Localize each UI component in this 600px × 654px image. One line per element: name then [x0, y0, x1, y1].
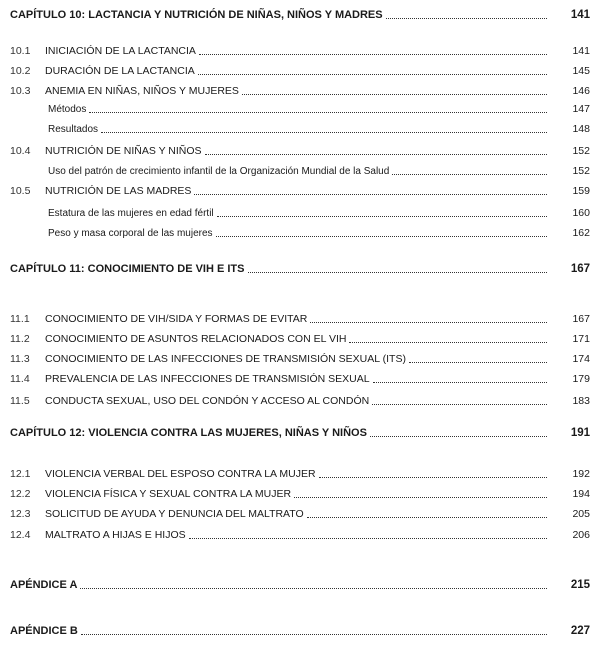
toc-page-number: 152	[572, 165, 590, 177]
toc-entry-title: PREVALENCIA DE LAS INFECCIONES DE TRANSMISIÓN SEXUAL	[45, 373, 370, 385]
dot-leader	[373, 382, 547, 383]
dot-leader	[205, 154, 547, 155]
dot-leader	[217, 216, 547, 217]
dot-leader	[409, 362, 547, 363]
toc-page-number: 147	[572, 103, 590, 115]
toc-entry-number: 12.3	[10, 508, 31, 520]
toc-entry-number: 11.4	[10, 373, 30, 385]
toc-section-entry	[0, 350, 600, 366]
toc-entry-number: 10.2	[10, 65, 31, 77]
toc-section-entry	[0, 330, 600, 346]
toc-entry-number: 10.5	[10, 185, 31, 197]
toc-entry-title: SOLICITUD DE AYUDA Y DENUNCIA DEL MALTRATO	[45, 508, 304, 520]
toc-entry-title: Métodos	[48, 104, 87, 115]
toc-page-number: 145	[572, 65, 590, 77]
toc-entry-title: CAPÍTULO 11: CONOCIMIENTO DE VIH E ITS	[10, 263, 245, 275]
toc-entry-title: MALTRATO A HIJAS E HIJOS	[45, 529, 186, 541]
dot-leader	[349, 342, 547, 343]
dot-leader	[216, 236, 547, 237]
toc-entry-title: VIOLENCIA FÍSICA Y SEXUAL CONTRA LA MUJER	[45, 488, 292, 500]
toc-entry-number: 10.4	[10, 145, 31, 157]
toc-page-number: 167	[572, 313, 590, 325]
toc-section-entry	[0, 465, 600, 481]
dot-leader	[80, 588, 547, 589]
toc-chapter-entry	[0, 6, 600, 22]
toc-page-number: 141	[572, 45, 590, 57]
toc-entry-title: APÉNDICE B	[10, 625, 78, 637]
dot-leader	[319, 477, 547, 478]
toc-chapter-entry	[0, 424, 600, 440]
dot-leader	[372, 404, 547, 405]
toc-section-entry	[0, 370, 600, 386]
toc-entry-number: 12.1	[10, 468, 31, 480]
toc-section-entry	[0, 182, 600, 198]
toc-entry-number: 11.3	[10, 353, 30, 365]
toc-section-entry	[0, 62, 600, 78]
toc-page-number: 191	[570, 427, 590, 439]
toc-entry-title: Peso y masa corporal de las mujeres	[48, 228, 213, 239]
toc-section-entry	[0, 82, 600, 98]
toc-page-number: 152	[572, 145, 590, 157]
toc-entry-title: Estatura de las mujeres en edad fértil	[48, 208, 214, 219]
dot-leader	[194, 194, 547, 195]
toc-entry-title: INICIACIÓN DE LA LACTANCIA	[45, 45, 196, 57]
toc-section-entry	[0, 42, 600, 58]
dot-leader	[392, 174, 547, 175]
dot-leader	[199, 54, 547, 55]
dot-leader	[189, 538, 547, 539]
toc-section-entry	[0, 310, 600, 326]
toc-entry-title: APÉNDICE A	[10, 579, 78, 591]
toc-subsection-entry	[0, 120, 600, 136]
toc-page-number: 146	[572, 85, 590, 97]
toc-page-number: 167	[570, 263, 590, 275]
toc-page-number: 215	[570, 579, 590, 591]
toc-entry-title: Resultados	[48, 124, 99, 135]
toc-entry-title: DURACIÓN DE LA LACTANCIA	[45, 65, 195, 77]
dot-leader	[294, 497, 547, 498]
toc-entry-title: NUTRICIÓN DE NIÑAS Y NIÑOS	[45, 145, 202, 157]
toc-entry-number: 11.1	[10, 313, 30, 325]
toc-chapter-entry	[0, 260, 600, 276]
toc-page-number: 174	[572, 353, 590, 365]
toc-subsection-entry	[0, 224, 600, 240]
toc-section-entry	[0, 392, 600, 408]
toc-page-number: 183	[572, 395, 590, 407]
toc-chapter-entry	[0, 622, 600, 638]
dot-leader	[89, 112, 547, 113]
toc-page-number: 205	[572, 508, 590, 520]
toc-section-entry	[0, 505, 600, 521]
dot-leader	[370, 436, 547, 437]
toc-subsection-entry	[0, 100, 600, 116]
toc-section-entry	[0, 485, 600, 501]
dot-leader	[242, 94, 547, 95]
dot-leader	[198, 74, 547, 75]
toc-entry-title: NUTRICIÓN DE LAS MADRES	[45, 185, 192, 197]
toc-entry-title: CONDUCTA SEXUAL, USO DEL CONDÓN Y ACCESO AL CONDÓN	[45, 395, 370, 407]
dot-leader	[386, 18, 547, 19]
toc-page-number: 159	[572, 185, 590, 197]
toc-page-number: 179	[572, 373, 590, 385]
dot-leader	[101, 132, 547, 133]
dot-leader	[81, 634, 547, 635]
dot-leader	[307, 517, 547, 518]
toc-entry-number: 12.2	[10, 488, 31, 500]
toc-section-entry	[0, 142, 600, 158]
toc-entry-title: CONOCIMIENTO DE LAS INFECCIONES DE TRANSMISIÓN SEXUAL (ITS)	[45, 353, 406, 365]
toc-page-number: 141	[570, 9, 590, 21]
toc-entry-number: 12.4	[10, 529, 31, 541]
toc-entry-title: CAPÍTULO 10: LACTANCIA Y NUTRICIÓN DE NIÑAS, NIÑOS Y MADRES	[10, 9, 383, 21]
toc-page-number: 227	[570, 625, 590, 637]
toc-page-number: 148	[572, 123, 590, 135]
dot-leader	[310, 322, 547, 323]
toc-entry-title: CONOCIMIENTO DE VIH/SIDA Y FORMAS DE EVITAR	[45, 313, 308, 325]
toc-entry-number: 10.1	[10, 45, 31, 57]
toc-entry-title: CONOCIMIENTO DE ASUNTOS RELACIONADOS CON EL VIH	[45, 333, 347, 345]
toc-entry-title: Uso del patrón de crecimiento infantil de la Organización Mundial de la Salud	[48, 166, 390, 177]
toc-page-number: 160	[572, 207, 590, 219]
toc-entry-title: CAPÍTULO 12: VIOLENCIA CONTRA LAS MUJERES, NIÑAS Y NIÑOS	[10, 427, 367, 439]
toc-chapter-entry	[0, 576, 600, 592]
toc-entry-number: 11.5	[10, 395, 30, 407]
toc-page-number: 194	[572, 488, 590, 500]
toc-subsection-entry	[0, 204, 600, 220]
toc-subsection-entry	[0, 162, 600, 178]
toc-entry-number: 10.3	[10, 85, 31, 97]
toc-entry-title: ANEMIA EN NIÑAS, NIÑOS Y MUJERES	[45, 85, 239, 97]
toc-entry-title: VIOLENCIA VERBAL DEL ESPOSO CONTRA LA MUJER	[45, 468, 316, 480]
dot-leader	[248, 272, 548, 273]
toc-section-entry	[0, 526, 600, 542]
toc-entry-number: 11.2	[10, 333, 30, 345]
toc-page-number: 162	[572, 227, 590, 239]
toc-page-number: 171	[572, 333, 590, 345]
toc-page-number: 192	[572, 468, 590, 480]
toc-page-number: 206	[572, 529, 590, 541]
